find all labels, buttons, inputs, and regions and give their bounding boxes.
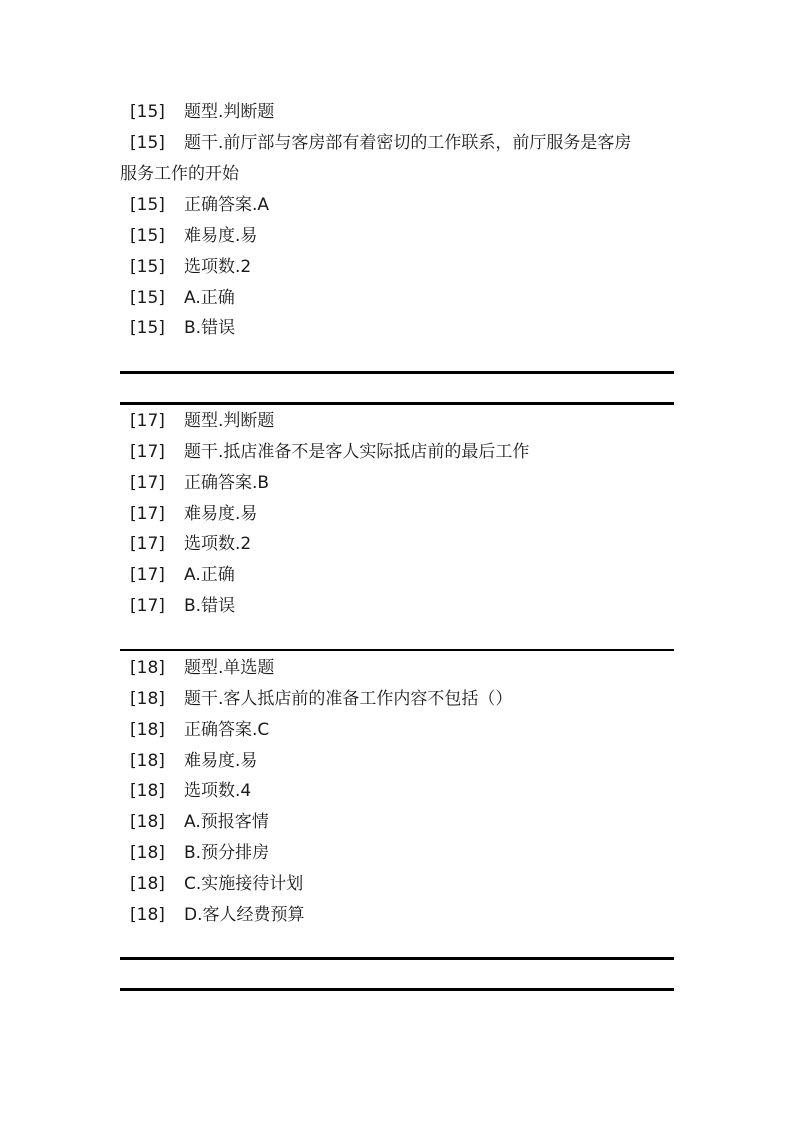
option-a: A.正确 xyxy=(184,565,235,585)
question-number: [17] xyxy=(130,411,165,431)
question-number: [17] xyxy=(130,473,165,493)
section-divider xyxy=(120,957,674,960)
option-d: D.客人经费预算 xyxy=(184,905,305,925)
q15-difficulty-line xyxy=(120,221,680,252)
question-type: 题型.判断题 xyxy=(184,411,275,431)
q18-type-line xyxy=(120,653,680,684)
question-number: [18] xyxy=(130,689,165,709)
q18-difficulty-line xyxy=(120,746,680,777)
question-number: [17] xyxy=(130,534,165,554)
question-number: [18] xyxy=(130,658,165,678)
question-number: [17] xyxy=(130,442,165,462)
q18-option-count-line xyxy=(120,776,680,807)
option-a: A.正确 xyxy=(184,288,235,308)
q17-difficulty-line xyxy=(120,499,680,530)
question-type: 题型.单选题 xyxy=(184,658,275,678)
question-number: [18] xyxy=(130,905,165,925)
question-number: [18] xyxy=(130,874,165,894)
question-number: [18] xyxy=(130,751,165,771)
q17-option-count-line xyxy=(120,529,680,560)
q18-option-b-line xyxy=(120,838,680,869)
q18-option-d-line xyxy=(120,900,680,931)
question-number: [15] xyxy=(130,226,165,246)
q18-option-c-line xyxy=(120,869,680,900)
question-number: [18] xyxy=(130,843,165,863)
option-count: 选项数.2 xyxy=(184,257,252,277)
section-divider xyxy=(120,371,674,374)
question-number: [15] xyxy=(130,195,165,215)
question-type: 题型.判断题 xyxy=(184,102,275,122)
option-b: B.错误 xyxy=(184,596,236,616)
question-number: [17] xyxy=(130,565,165,585)
question-stem: 题干.抵店准备不是客人实际抵店前的最后工作 xyxy=(184,442,530,462)
q15-answer-line xyxy=(120,190,680,221)
option-b: B.预分排房 xyxy=(184,843,270,863)
q17-answer-line xyxy=(120,468,680,499)
section-divider xyxy=(120,988,674,991)
q15-option-b-line xyxy=(120,313,680,344)
q17-option-b-line xyxy=(120,591,680,622)
option-b: B.错误 xyxy=(184,318,236,338)
q15-option-count-line xyxy=(120,252,680,283)
question-number: [18] xyxy=(130,812,165,832)
q15-stem-line xyxy=(120,128,680,159)
question-number: [18] xyxy=(130,781,165,801)
correct-answer: 正确答案.C xyxy=(184,720,270,740)
q17-stem-line xyxy=(120,437,680,468)
section-divider xyxy=(120,402,674,405)
option-count: 选项数.2 xyxy=(184,534,252,554)
difficulty: 难易度.易 xyxy=(184,504,258,524)
difficulty: 难易度.易 xyxy=(184,751,258,771)
q18-answer-line xyxy=(120,715,680,746)
q17-type-line xyxy=(120,406,680,437)
q18-stem-line xyxy=(120,684,680,715)
q17-option-a-line xyxy=(120,560,680,591)
question-number: [15] xyxy=(130,102,165,122)
question-number: [15] xyxy=(130,318,165,338)
question-number: [18] xyxy=(130,720,165,740)
q15-type-line xyxy=(120,97,680,128)
q18-option-a-line xyxy=(120,807,680,838)
section-divider xyxy=(120,649,674,651)
option-c: C.实施接待计划 xyxy=(184,874,304,894)
option-a: A.预报客情 xyxy=(184,812,269,832)
question-number: [15] xyxy=(130,257,165,277)
q15-stem-continuation: 服务工作的开始 xyxy=(120,164,239,184)
correct-answer: 正确答案.B xyxy=(184,473,270,493)
q15-option-a-line xyxy=(120,283,680,314)
question-number: [15] xyxy=(130,133,165,153)
question-stem: 题干.客人抵店前的准备工作内容不包括（） xyxy=(184,689,513,709)
question-stem: 题干.前厅部与客房部有着密切的工作联系，前厅服务是客房 xyxy=(184,133,632,153)
correct-answer: 正确答案.A xyxy=(184,195,270,215)
question-number: [17] xyxy=(130,596,165,616)
question-number: [15] xyxy=(130,288,165,308)
question-number: [17] xyxy=(130,504,165,524)
difficulty: 难易度.易 xyxy=(184,226,258,246)
option-count: 选项数.4 xyxy=(184,781,252,801)
